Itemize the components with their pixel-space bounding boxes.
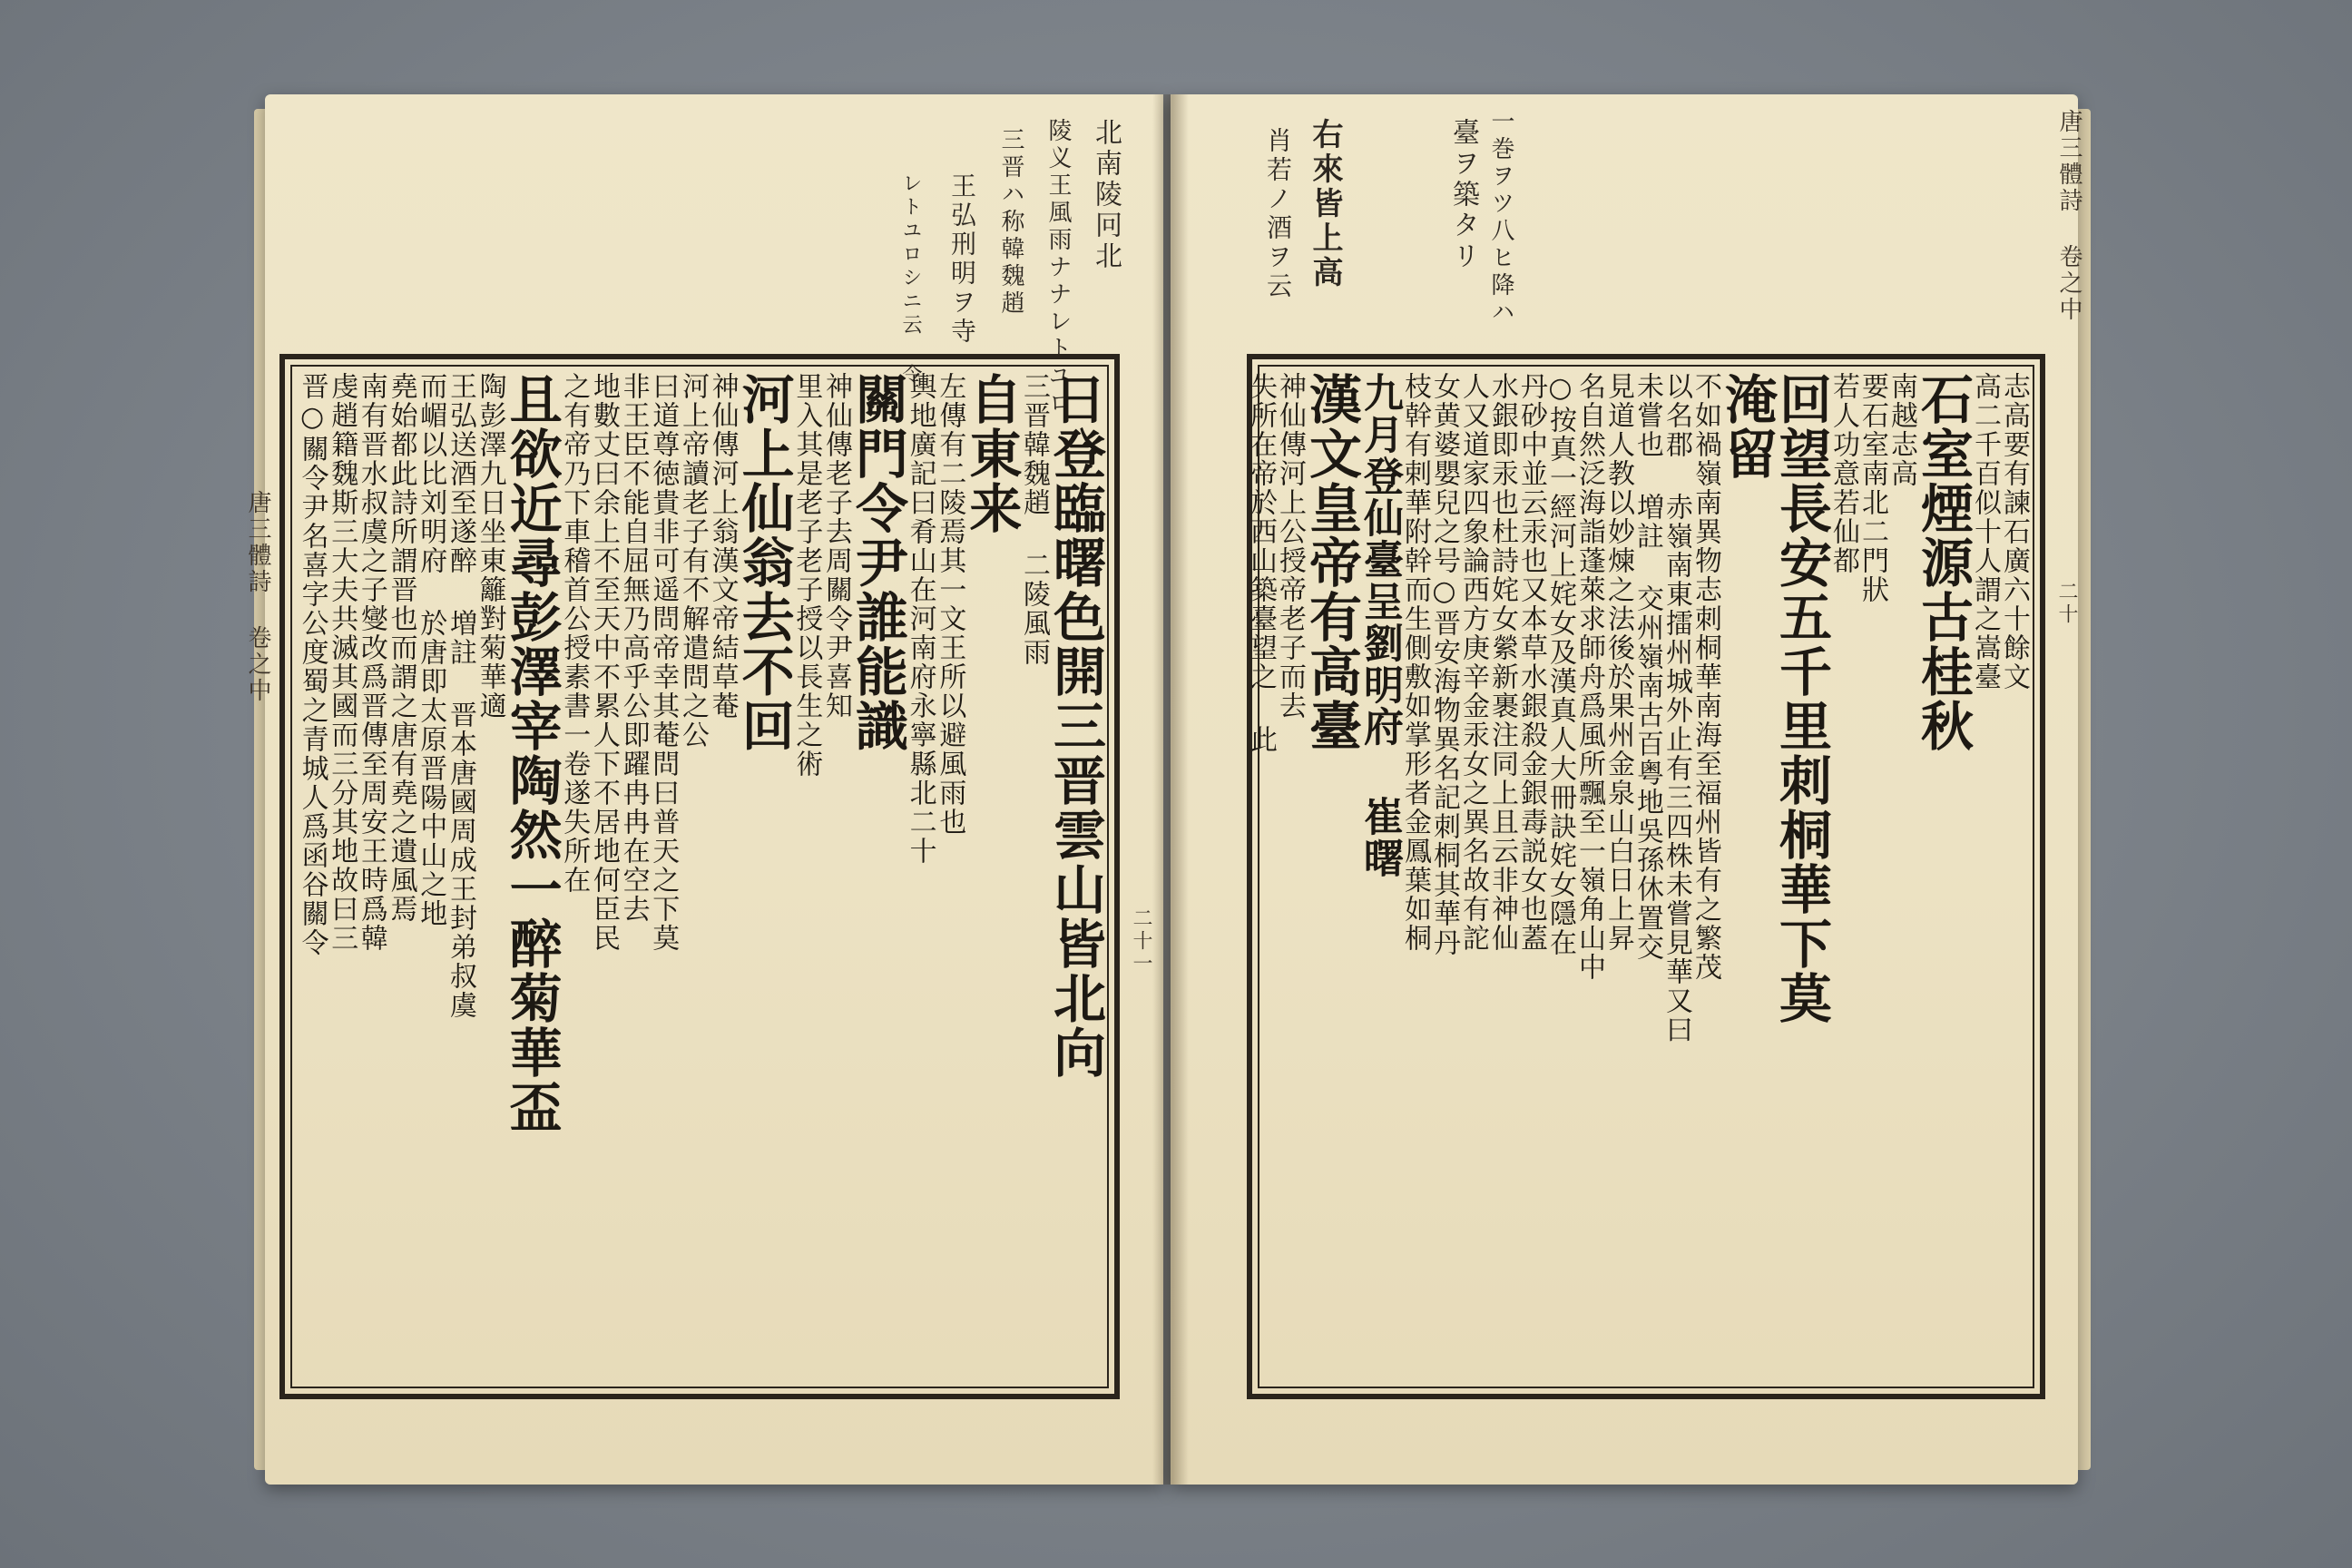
left-annotation-4: 王弘刑明ヲ寺 — [947, 172, 977, 347]
text-column: 枝幹有剌華附幹而生側敷如掌形者金鳳葉如桐 — [1399, 372, 1431, 953]
text-column: 淹留 — [1716, 372, 1778, 481]
text-column: 丹砂中並云汞也又本草水銀殺金銀毒説女也蓋 — [1515, 372, 1547, 953]
text-column: ○按真一經河上姹女及漢真人大冊訣姹女隱在 — [1544, 372, 1576, 957]
left-annotation-5: レトユロシニ云 令 — [899, 172, 922, 387]
left-annotation-2: 陵义王風雨ナナレトユロ — [1044, 118, 1072, 417]
text-column: 名自然泛海詣蓬萊求師舟爲風所飄至一嶺角山中 — [1573, 372, 1605, 982]
text-column: 左傳有二陵焉其一文王所以避風雨也 — [934, 372, 966, 837]
text-column: 關門令尹誰能識 — [846, 372, 908, 753]
right-annotation-4: 臺ヲ築タリ — [1447, 118, 1479, 272]
text-column: 志高要有諫石廣六十餘文 — [1998, 372, 2030, 691]
text-column: 女黄婆嬰兒之号○晋安海物異名記刺桐其華丹 — [1428, 372, 1460, 957]
text-column: 見道人教以妙煉之法後於果州金泉山白日上昇 — [1602, 372, 1634, 953]
right-text-frame — [1247, 354, 2045, 1399]
text-column: 水銀即汞也杜詩姹女縈新裹注同上且云非神仙 — [1486, 372, 1518, 953]
text-column: 堯始都此詩所謂晋也而謂之唐有堯之遺風焉 — [385, 372, 417, 924]
left-annotation-1: 北南陵冋北 — [1090, 118, 1122, 272]
text-column: 河上仙翁去不回 — [732, 372, 795, 753]
text-column: 南越志高 — [1886, 372, 1917, 488]
text-column: 不如禍嶺南異物志刺桐華南海至福州皆有之繁茂 — [1690, 372, 1721, 982]
left-text-columns — [296, 372, 1106, 1381]
text-column: 王弘送酒至遂醉 増註 晋本唐國周成王封弟叔虞 — [444, 372, 476, 1020]
text-column: 南有晋水叔虞之子燮改爲晋傳至周安王時爲韓 — [355, 372, 387, 953]
text-column: 日登臨曙色開三晋雲山皆北向 — [1044, 372, 1106, 1080]
left-margin-title: 唐三體詩 卷之中 — [244, 490, 271, 704]
text-column: 若人功意若仙都 — [1828, 372, 1859, 575]
text-column: 神仙傳河上公授帝老子而去 — [1274, 372, 1306, 720]
text-column: 漢文皇帝有高臺 — [1300, 372, 1362, 753]
right-annotation-1: 右來皆上高 — [1307, 118, 1343, 290]
text-column: 曰道尊徳貴非可遥問帝幸其菴問曰普天之下莫 — [647, 372, 680, 953]
text-column: 地數丈曰余上不至天中不累人下不居地何臣民 — [587, 372, 620, 953]
left-text-frame — [279, 354, 1120, 1399]
left-annotation-3: 三晋ハ称韓魏趙 — [997, 127, 1024, 318]
text-column: 神仙傳老子去周關令尹喜知 — [819, 372, 852, 720]
text-column: 未嘗也 増註 交州嶺南古百粤地吳孫休置交 — [1632, 372, 1663, 962]
text-column: 回望長安五千里刺桐華下莫 — [1770, 372, 1832, 1025]
text-column: 里入其是老子老子授以長生之術 — [790, 372, 823, 779]
poem-title-column: 九月登仙臺呈劉明府 崔曙 — [1357, 372, 1403, 879]
text-column: 三晋韓魏趙 二陵風雨 — [1018, 372, 1050, 667]
text-column: 虔趙籍魏斯三大夫共滅其國而三分其地故曰三 — [326, 372, 358, 953]
text-column: 輿地廣記曰肴山在河南府永寧縣北二十 — [904, 372, 936, 866]
text-column: 而嵋以比刘明府 於唐即太原晋陽中山之地 — [415, 372, 447, 928]
right-annotation-2: 肖若ノ酒ヲ云 — [1263, 127, 1293, 301]
text-column: 人又道家四象論西方庚辛金汞女之異名故有詑 — [1457, 372, 1489, 953]
book-gutter — [1152, 94, 1189, 1485]
text-column: 晋○關令尹名喜字公度蜀之青城人爲函谷關令 — [296, 372, 328, 957]
right-text-columns — [1245, 372, 2030, 1381]
right-page-number: 二十 — [2055, 581, 2078, 626]
right-margin-title: 唐三體詩 卷之中 — [2055, 109, 2082, 323]
text-column: 非王臣不能自屈無乃高乎公即躍冉冉在空去 — [617, 372, 650, 924]
text-column: 石室煙源古桂秋 — [1912, 372, 1974, 753]
text-column: 陶彭澤九日坐東籬對菊華適 — [474, 372, 506, 720]
text-column: 以名郡 赤嶺南東擂州城外止有三四株未嘗見華又曰 — [1661, 372, 1692, 1044]
text-column: 失所在帝於西山築臺望之 此 — [1245, 372, 1277, 754]
right-annotation-3: 一巻ヲツ八ヒ降ハ — [1487, 109, 1514, 327]
text-column: 河上帝讀老子有不解遣問之公 — [676, 372, 709, 750]
text-column: 要石室南北二門狀 — [1857, 372, 1888, 604]
text-column: 且欲近尋彭澤宰陶然一醉菊華盃 — [500, 372, 563, 1134]
text-column: 自東来 — [960, 372, 1023, 535]
left-page-number: 二十一 — [1130, 907, 1152, 975]
text-column: 神仙傳河上翁漢文帝結草菴 — [706, 372, 739, 720]
text-column: 高二千百似十人謂之嵩臺 — [1969, 372, 2001, 691]
text-column: 之有帝乃下車稽首公授素書一卷遂失所在 — [558, 372, 591, 895]
